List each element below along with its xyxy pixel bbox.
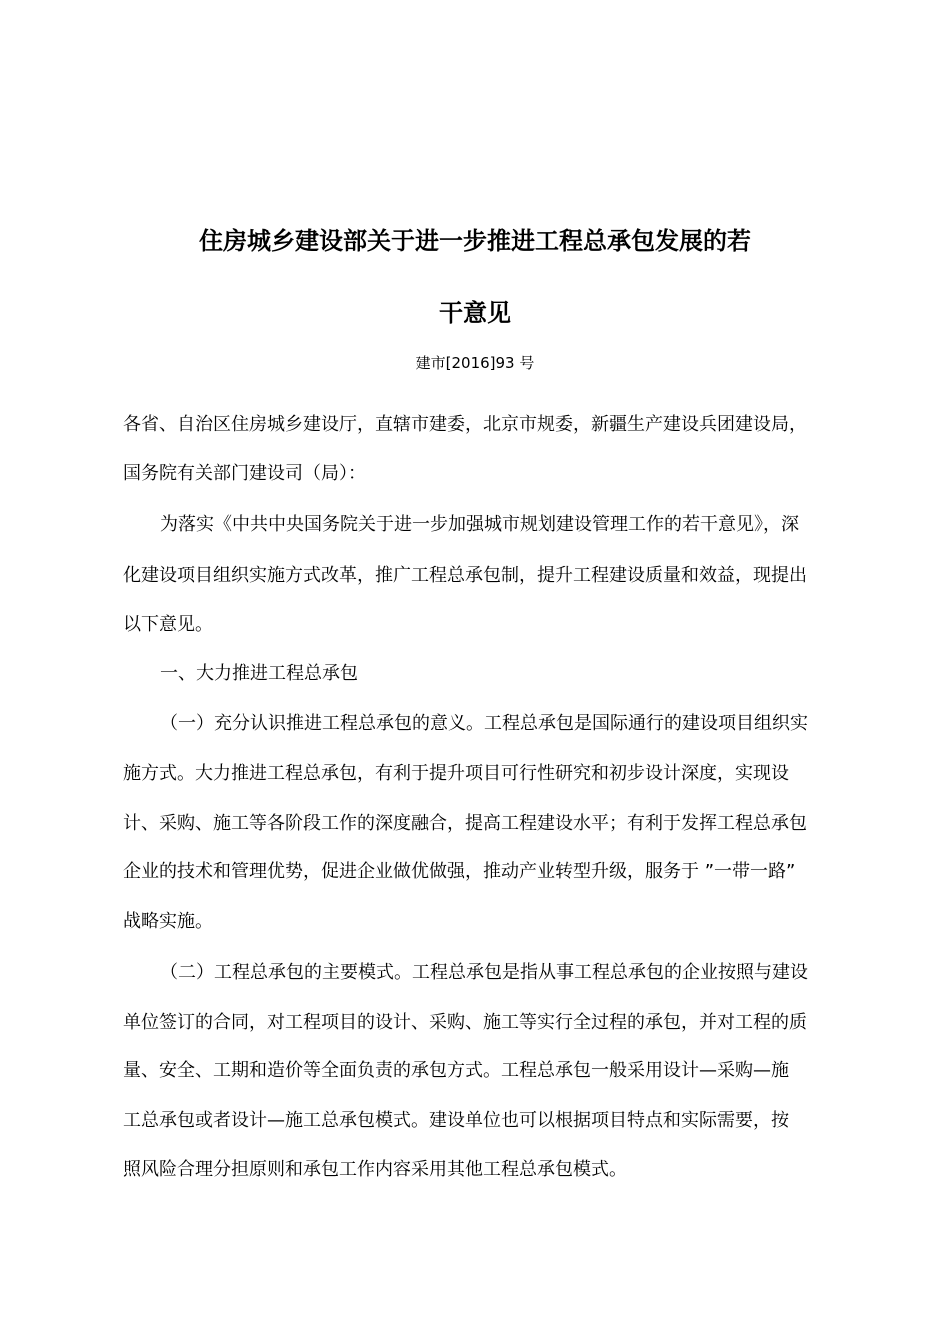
- item-2-line: 工总承包或者设计—施工总承包模式。建设单位也可以根据项目特点和实际需要，按: [123, 1110, 789, 1131]
- document-number: 建市[2016]93 号: [415, 354, 535, 372]
- item-2-line: （二）工程总承包的主要模式。工程总承包是指从事工程总承包的企业按照与建设: [160, 962, 808, 983]
- item-2-line: 照风险合理分担原则和承包工作内容采用其他工程总承包模式。: [123, 1159, 627, 1180]
- section-heading: 一、大力推进工程总承包: [160, 663, 358, 684]
- item-1-line: （一）充分认识推进工程总承包的意义。工程总承包是国际通行的建设项目组织实: [160, 713, 808, 734]
- intro-paragraph-line: 为落实《中共中央国务院关于进一步加强城市规划建设管理工作的若干意见》，深: [160, 514, 799, 535]
- document-title-line-1: 住房城乡建设部关于进一步推进工程总承包发展的若: [199, 227, 751, 255]
- item-1-line: 企业的技术和管理优势，促进企业做优做强，推动产业转型升级，服务于 ”一带一路”: [123, 861, 796, 882]
- item-2-line: 单位签订的合同，对工程项目的设计、采购、施工等实行全过程的承包，并对工程的质: [123, 1012, 807, 1033]
- intro-paragraph-line: 化建设项目组织实施方式改革，推广工程总承包制，提升工程建设质量和效益，现提出: [123, 565, 807, 586]
- item-1-line: 战略实施。: [123, 911, 213, 932]
- addressee-line: 各省、自治区住房城乡建设厅，直辖市建委，北京市规委，新疆生产建设兵团建设局，: [123, 414, 807, 435]
- item-2-line: 量、安全、工期和造价等全面负责的承包方式。工程总承包一般采用设计—采购—施: [123, 1060, 789, 1081]
- item-1-line: 施方式。大力推进工程总承包，有利于提升项目可行性研究和初步设计深度，实现设: [123, 763, 789, 784]
- intro-paragraph-line: 以下意见。: [123, 614, 213, 635]
- document-title-line-2: 干意见: [439, 299, 511, 327]
- addressee-line: 国务院有关部门建设司（局）：: [123, 463, 366, 484]
- item-1-line: 计、采购、施工等各阶段工作的深度融合，提高工程建设水平；有利于发挥工程总承包: [123, 813, 807, 834]
